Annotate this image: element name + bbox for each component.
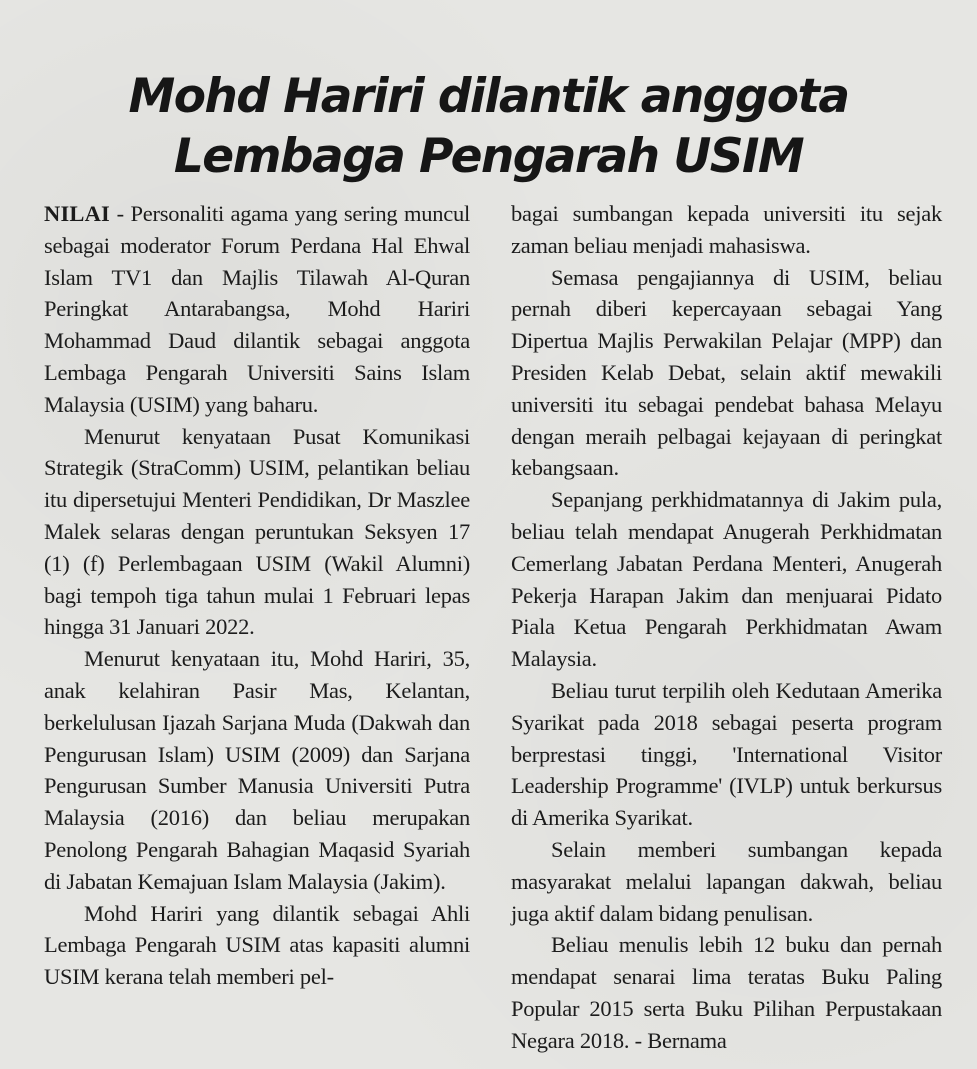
article-paragraph: Beliau menulis lebih 12 buku dan pernah mendapat senarai lima teratas Buku Paling Popular 2015 serta Buku Pilihan Perpustakaan Negara 2018. - Bernama (511, 932, 942, 1053)
dateline: NILAI (44, 201, 111, 226)
article-paragraph (44, 198, 470, 421)
article-paragraph: Sepanjang perkhidmatannya di Jakim pula, beliau telah mendapat Anugerah Perkhidmatan Cemerlang Jabatan Perdana Menteri, Anugerah Pekerja Harapan Jakim dan menjuarai Pidato Piala Ketua Pengarah Perkhidmatan Awam Malaysia. (511, 487, 942, 672)
paragraph-text: Personaliti agama yang sering muncul sebagai moderator Forum Perdana Hal Ehwal Islam TV1 dan Majlis Tilawah Al-Quran Peringkat Antarabangsa, Mohd Hariri Mohammad Daud dilantik sebagai anggota Lembaga Pengarah Universiti Sains Islam Malaysia (USIM) yang baharu. (44, 201, 470, 417)
article-paragraph: Mohd Hariri yang dilantik sebagai Ahli Lembaga Pengarah USIM atas kapasiti alumni USIM kerana telah memberi pel- (44, 900, 470, 990)
article-paragraph: Beliau turut terpilih oleh Kedutaan Amerika Syarikat pada 2018 sebagai peserta program berprestasi tinggi, 'International Visitor Leadership Programme' (IVLP) untuk berkursus di Amerika Syarikat. (511, 677, 942, 831)
headline-line-2: Lembaga Pengarah USIM (173, 129, 804, 185)
article-paragraph: bagai sumbangan kepada universiti itu sejak zaman beliau menjadi mahasiswa. (511, 201, 942, 258)
dateline-separator: - (110, 201, 131, 226)
article-paragraph: Selain memberi sumbangan kepada masyarakat melalui lapangan dakwah, beliau juga aktif dalam bidang penulisan. (511, 836, 942, 926)
article-paragraph: Semasa pengajiannya di USIM, beliau pernah diberi kepercayaan sebagai Yang Dipertua Majlis Perwakilan Pelajar (MPP) dan Presiden Kelab Debat, selain aktif mewakili universiti itu sebagai pendebat bahasa Melayu dengan meraih pelbagai kejayaan di peringkat kebangsaan. (511, 264, 942, 481)
article-paragraph: Menurut kenyataan Pusat Komunikasi Strategik (StraComm) USIM, pelantikan beliau itu dipersetujui Menteri Pendidikan, Dr Maszlee Malek selaras dengan peruntukan Seksyen 17 (1) (f) Perlembagaan USIM (Wakil Alumni) bagi tempoh tiga tahun mulai 1 Februari lepas hingga 31 Januari 2022. (44, 423, 470, 640)
article-paragraph: Menurut kenyataan itu, Mohd Hariri, 35, anak kelahiran Pasir Mas, Kelantan, berkelulusan Ijazah Sarjana Muda (Dakwah dan Pengurusan Islam) USIM (2009) dan Sarjana Pengurusan Sumber Manusia Universiti Putra Malaysia (2016) dan beliau merupakan Penolong Pengarah Bahagian Maqasid Syariah di Jabatan Kemajuan Islam Malaysia (Jakim). (44, 646, 470, 894)
article-column-left (44, 198, 470, 993)
headline (0, 67, 977, 187)
headline-line-1: Mohd Hariri dilantik anggota (128, 69, 849, 125)
article-column-right (511, 198, 942, 1057)
